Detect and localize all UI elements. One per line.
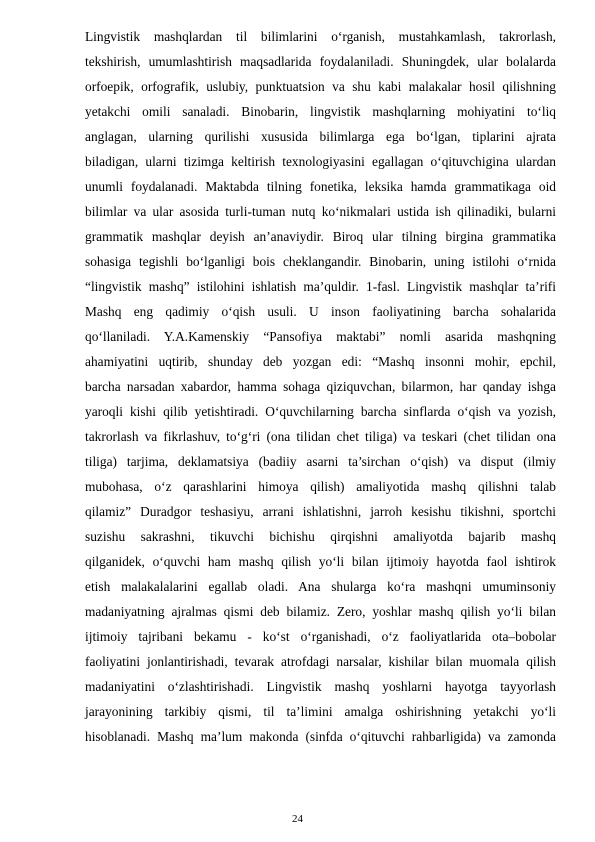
text-line: Mashq eng qadimiy o‘qish usuli. U inson faoliyatining barcha sohalarida: [85, 304, 556, 319]
text-line: “lingvistik mashq” istilohini ishlatish ma’quldir. 1-fasl. Lingvistik mashqlar ta’rifi: [85, 279, 556, 294]
text-line: Lingvistik mashqlardan til bilimlarini o‘rganish, mustahkamlash, takrorlash,: [85, 29, 556, 44]
text-line: barcha narsadan xabardor, hamma sohaga qiziquvchan, bilarmon, har qanday ishga: [85, 379, 556, 394]
text-line: takrorlash va fikrlashuv, to‘g‘ri (ona tilidan chet tiliga) va teskari (chet tilidan ona: [85, 429, 556, 444]
text-line: faoliyatini jonlantirishadi, tevarak atrofdagi narsalar, kishilar bilan muomala qilish: [85, 654, 556, 669]
text-line: hisoblanadi. Mashq ma’lum makonda (sinfda o‘qituvchi rahbarligida) va zamonda: [85, 729, 556, 744]
text-line: madaniyatini o‘zlashtirishadi. Lingvistik mashq yoshlarni hayotga tayyorlash: [85, 679, 556, 694]
text-line: orfoepik, orfografik, uslubiy, punktuatsion va shu kabi malakalar hosil qilishning: [85, 79, 556, 94]
text-line: biladigan, ularni tizimga keltirish texnologiyasini egallagan o‘qituvchigina ulardan: [85, 154, 556, 169]
text-line: sohasiga tegishli bo‘lganligi bois cheklangandir. Binobarin, uning istilohi o‘rnida: [85, 254, 556, 269]
text-line: bilimlar va ular asosida turli-tuman nutq ko‘nikmalari ustida ish qilinadiki, bularni: [85, 204, 556, 219]
page-number: 24: [292, 813, 303, 825]
text-line: grammatik mashqlar deyish an’anaviydir. Biroq ular tilning birgina grammatika: [85, 229, 556, 244]
text-line: qilganidek, o‘quvchi ham mashq qilish yo‘li bilan ijtimoiy hayotda faol ishtirok: [85, 554, 556, 569]
text-line: madaniyatning ajralmas qismi deb bilamiz. Zero, yoshlar mashq qilish yo‘li bilan: [85, 604, 556, 619]
text-line: mubohasa, o‘z qarashlarini himoya qilish) amaliyotida mashq qilishni talab: [85, 479, 556, 494]
text-line: qilamiz” Duradgor teshasiyu, arrani ishlatishni, jarroh kesishu tikishni, sportchi: [85, 504, 556, 519]
text-line: ahamiyatini uqtirib, shunday deb yozgan edi: “Mashq insonni mohir, epchil,: [85, 354, 556, 369]
text-line: qo‘llaniladi. Y.A.Kamenskiy “Pansofiya maktabi” nomli asarida mashqning: [85, 329, 556, 344]
text-line: unumli foydalanadi. Maktabda tilning fonetika, leksika hamda grammatikaga oid: [85, 179, 556, 194]
text-line: tiliga) tarjima, deklamatsiya (badiiy asarni ta’sirchan o‘qish) va disput (ilmiy: [85, 454, 556, 469]
text-line: yaroqli kishi qilib yetishtiradi. O‘quvchilarning barcha sinflarda o‘qish va yozish,: [85, 404, 556, 419]
text-line: tekshirish, umumlashtirish maqsadlarida foydalaniladi. Shuningdek, ular bolalarda: [85, 54, 556, 69]
text-line: yetakchi omili sanaladi. Binobarin, lingvistik mashqlarning mohiyatini to‘liq: [85, 104, 556, 119]
text-line: ijtimoiy tajribani bekamu - ko‘st o‘rganishadi, o‘z faoliyatlarida ota–bobolar: [85, 629, 556, 644]
text-line: jarayonining tarkibiy qismi, til ta’limini amalga oshirishning yetakchi yo‘li: [85, 704, 556, 719]
text-line: etish malakalalarini egallab oladi. Ana shularga ko‘ra mashqni umuminsoniy: [85, 579, 556, 594]
text-line: anglagan, ularning qurilishi xususida bilimlarga ega bo‘lgan, tiplarini ajrata: [85, 129, 556, 144]
text-line: suzishu sakrashni, tikuvchi bichishu qirqishni amaliyotda bajarib mashq: [85, 529, 556, 544]
